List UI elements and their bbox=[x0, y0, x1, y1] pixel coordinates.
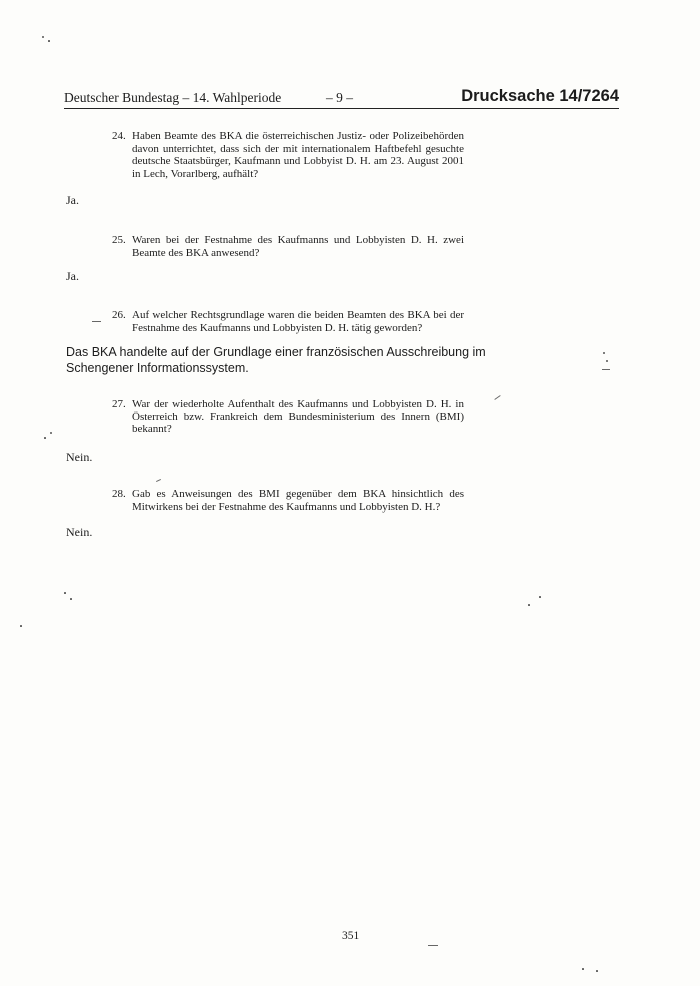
question-24 bbox=[112, 130, 464, 180]
scan-speck bbox=[42, 36, 44, 38]
question-text: Auf welcher Rechtsgrundlage waren die beiden Beamten des BKA bei der Festnahme des Kaufmanns und Lobbyisten D. H. tätig geworden? bbox=[132, 309, 464, 334]
scan-speck bbox=[606, 360, 608, 362]
answer-24: Ja. bbox=[66, 193, 79, 207]
scan-smudge bbox=[92, 321, 101, 322]
scan-speck bbox=[48, 40, 50, 42]
question-28 bbox=[112, 488, 464, 513]
scan-smudge bbox=[602, 369, 610, 370]
header-page-number: – 9 – bbox=[326, 90, 353, 105]
scan-speck bbox=[528, 604, 530, 606]
answer-26: Das BKA handelte auf der Grundlage einer französischen Ausschreibung im Schengener Informationssystem. bbox=[66, 345, 486, 375]
question-25 bbox=[112, 234, 464, 259]
scan-speck bbox=[20, 625, 22, 627]
question-text: Gab es Anweisungen des BMI gegenüber dem BKA hinsichtlich des Mitwirkens bei der Festnahme des Kaufmanns und Lobbyisten D. H.? bbox=[132, 488, 464, 513]
answer-28: Nein. bbox=[66, 525, 93, 539]
page-header bbox=[64, 87, 619, 109]
scan-speck bbox=[70, 598, 72, 600]
question-number: 27. bbox=[112, 398, 126, 410]
scan-smudge bbox=[428, 945, 438, 946]
question-text: Waren bei der Festnahme des Kaufmanns und Lobbyisten D. H. zwei Beamte des BKA anwesend? bbox=[132, 234, 464, 259]
footer-page-number: 351 bbox=[342, 930, 360, 942]
header-publication: Deutscher Bundestag – 14. Wahlperiode bbox=[64, 90, 282, 105]
question-number: 25. bbox=[112, 234, 126, 246]
question-text: Haben Beamte des BKA die österreichischen Justiz- oder Polizeibehörden davon unterrichtet, dass sich der mit internationalem Haftbefehl gesuchte deutsche Staatsbürger, Kaufmann und Lobbyist D. H. am 23. August 2001 in Lech, Vorarlberg, aufhält? bbox=[132, 130, 464, 180]
scan-speck bbox=[44, 437, 46, 439]
scan-speck bbox=[596, 970, 598, 972]
scan-speck bbox=[603, 352, 605, 354]
scan-smudge bbox=[156, 479, 161, 482]
scan-speck bbox=[64, 592, 66, 594]
question-26 bbox=[112, 309, 464, 334]
answer-25: Ja. bbox=[66, 269, 79, 283]
scan-speck bbox=[582, 968, 584, 970]
question-text: War der wiederholte Aufenthalt des Kaufmanns und Lobbyisten D. H. in Österreich bzw. Frankreich dem Bundesministerium des Innern (BMI) bekannt? bbox=[132, 398, 464, 436]
scan-speck bbox=[539, 596, 541, 598]
answer-27: Nein. bbox=[66, 450, 93, 464]
scan-speck bbox=[50, 432, 52, 434]
question-number: 26. bbox=[112, 309, 126, 321]
header-document-number: Drucksache 14/7264 bbox=[461, 87, 619, 105]
question-number: 28. bbox=[112, 488, 126, 500]
scan-smudge bbox=[494, 395, 500, 400]
question-number: 24. bbox=[112, 130, 126, 142]
question-27 bbox=[112, 398, 464, 436]
